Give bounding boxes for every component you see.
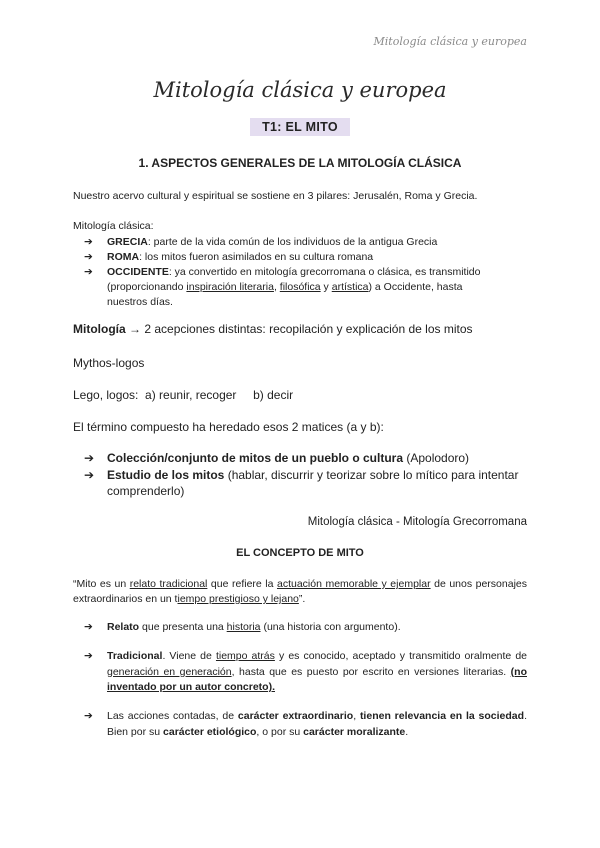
underlined-text: tiempo atrás [215,650,275,662]
matices-list [80,450,518,500]
text: “Mito es un [73,578,130,590]
text: (Apolodoro) [403,451,470,465]
bold-text: carácter extraordinario [237,710,354,722]
underlined-text: inspiración literaria [186,281,274,293]
acciones-item [80,709,527,740]
text: y es conocido, aceptado y transmitido oralmente de [274,650,528,662]
text: ) a Occidente, hasta [368,281,463,293]
text: comprenderlo) [107,484,185,498]
section-heading: 1. ASPECTOS GENERALES DE LA MITOLOGÍA CLÁSICA [138,156,462,170]
text: ”. [298,593,306,605]
text: . Viene de [162,650,216,662]
term: ROMA [107,251,140,263]
bold-text: carácter moralizante [303,725,406,738]
text: : los mitos fueron asimilados en su cultura romana [139,251,374,263]
term: GRECIA [107,236,148,248]
text: (hablar, discurrir y teorizar sobre lo mítico para intentar [224,467,519,482]
bold-text: tienen relevancia en la sociedad [359,710,525,722]
text: (proporcionando [107,281,187,293]
text: , [273,281,280,293]
text: Las acciones contadas, de [107,710,238,722]
intro-paragraph: Nuestro acervo cultural y espiritual se sostiene en 3 pilares: Jerusalén, Roma y Grecia. [73,190,478,202]
text: que presenta una [139,621,227,633]
relato-item [80,620,527,636]
arrow-icon: ➔ [84,621,93,633]
term: Mitología [73,322,126,336]
bold-underlined-text: (no inventado por un autor concreto). [107,665,527,693]
pillars-list [80,235,481,310]
arrow-icon: ➔ [84,650,93,662]
mitologia-clasica-label: Mitología clásica: [73,220,154,232]
text: . [405,725,409,738]
term: Colección/conjunto de mitos de un pueblo o cultura [107,451,404,465]
text: , [353,710,360,722]
arrow-icon: ➔ [84,710,93,722]
text: de unos personajes extraordinarios en un t [73,578,527,605]
term: OCCIDENTE [107,266,169,278]
lego-logos: Lego, logos: a) reunir, recoger b) decir [73,388,294,402]
term: Tradicional [107,650,163,662]
arrow-icon: ➔ [84,451,95,465]
arrow-icon: ➔ [84,251,93,263]
tradicional-item [80,649,527,696]
text: nuestros días. [107,296,173,308]
running-header: Mitología clásica y europea [373,35,527,48]
underlined-text: relato tradicional [129,578,208,590]
underlined-text: filosófica [279,281,321,293]
concept-heading: EL CONCEPTO DE MITO [236,547,364,559]
arrow-icon: ➔ [84,266,93,278]
text: : ya convertido en mitología grecorromana o clásica, es transmitido [168,266,481,278]
mythos-logos: Mythos-logos [73,356,145,370]
underlined-text: generación en generación [107,665,232,678]
list-item [80,467,518,500]
text: que refiere la [207,578,277,590]
compuesto-paragraph: El término compuesto ha heredado esos 2 matices (a y b): [73,420,384,434]
arrow-icon: ➔ [84,467,95,482]
underlined-text: iempo prestigioso y lejano [177,593,299,605]
underlined-text: artística [331,281,369,293]
text: → 2 acepciones distintas: recopilación y explicación de los mitos [125,322,473,336]
bold-text: carácter etiológico [163,725,257,738]
term: Relato [107,621,140,633]
text: y [320,281,332,293]
list-item [80,235,481,250]
text: , hasta que es puesto por escrito en versiones literarias. [231,665,511,678]
topic-banner [0,118,600,136]
list-item [80,250,481,265]
underlined-text: historia [226,621,261,633]
mitologia-definition [73,322,473,336]
text: . Bien por su [107,710,527,738]
term: Estudio de los mitos [107,467,225,482]
topic-label: T1: EL MITO [250,118,350,136]
document-title: Mitología clásica y europea [153,78,447,102]
underlined-text: actuación memorable y ejemplar [276,578,431,590]
text: (una historia con argumento). [260,621,401,633]
text: , o por su [256,725,304,738]
text: : parte de la vida común de los individuos de la antigua Grecia [147,236,438,248]
list-item [80,265,481,310]
arrow-icon: ➔ [84,236,93,248]
equivalence-line: Mitología clásica - Mitología Grecorromana [307,516,527,528]
mito-definition-quote [73,577,527,607]
list-item [80,450,518,467]
